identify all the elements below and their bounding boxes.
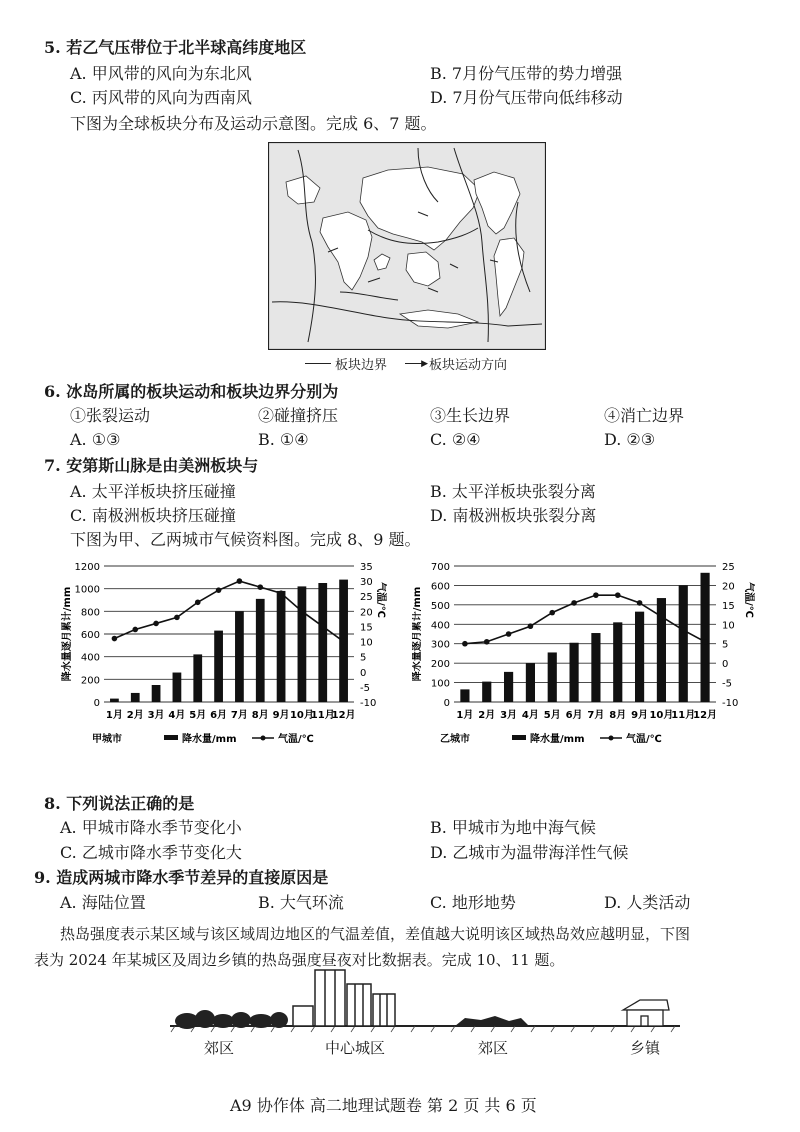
q6-option-b: B. ①④ [258,430,309,449]
legend-boundary: 板块边界 [335,358,388,373]
x-tick-label: 11月 [310,710,335,721]
temperature-point [484,639,490,645]
x-tick-label: 8月 [609,710,627,721]
precip-bar [152,685,161,702]
temperature-point [528,623,534,629]
q6-item-4: ④消亡边界 [604,406,685,425]
x-tick-label: 7月 [587,710,605,721]
q9-stem: 9. 造成两城市降水季节差异的直接原因是 [34,868,329,887]
y2-tick-label: 30 [360,577,373,589]
temperature-point [216,587,222,593]
label-town: 乡镇 [630,1039,661,1057]
page-footer: A9 协作体 高二地理试题卷 第 2 页 共 6 页 [230,1096,537,1115]
q8-option-c: C. 乙城市降水季节变化大 [60,843,242,862]
city-buildings [293,970,395,1026]
legend-temp: 气温/℃ [626,734,662,745]
x-tick-label: 3月 [500,710,518,721]
intro-8-9: 下图为甲、乙两城市气候资料图。完成 8、9 题。 [70,530,421,549]
x-tick-label: 8月 [251,710,269,721]
precip-bar [504,672,513,702]
y2-tick-label: 0 [360,667,367,679]
boundary-line-swatch [305,363,331,364]
y-axis-label: 降水量逐月累计/mm [412,586,423,682]
temperature-point [237,578,243,584]
y2-tick-label: 20 [722,581,735,593]
q6-option-c: C. ②④ [430,430,481,449]
precip-bar [679,585,688,702]
precip-bar [214,631,223,702]
q5-option-d: D. 7月份气压带向低纬移动 [430,88,623,107]
legend-city: 乙城市 [440,734,470,745]
legend-bar-swatch [164,735,178,740]
legend-temp: 气温/℃ [278,734,314,745]
y2-axis-label: 气温/℃ [375,582,386,618]
temperature-point [549,610,555,616]
y2-tick-label: -5 [360,682,370,694]
label-city-center: 中心城区 [325,1039,386,1057]
precip-bar [256,599,265,702]
y2-tick-label: 10 [722,620,735,632]
x-tick-label: 11月 [671,710,696,721]
temperature-line [465,595,705,644]
precip-bar [173,673,182,702]
legend-line-marker [261,736,266,741]
y-tick-label: 800 [80,607,100,619]
temperature-point [132,627,138,633]
y-tick-label: 0 [443,698,450,709]
x-tick-label: 12月 [331,710,356,721]
temperature-point [341,639,347,645]
x-tick-label: 3月 [147,710,165,721]
q6-item-2: ②碰撞挤压 [258,406,339,425]
map-legend [305,354,507,373]
x-tick-label: 12月 [693,710,718,721]
x-tick-label: 7月 [230,710,248,721]
precip-bar [482,682,491,702]
temperature-point [506,631,512,637]
precip-bar [635,612,644,702]
precip-bar [591,633,600,702]
q7-stem: 7. 安第斯山脉是由美洲板块与 [44,456,259,475]
arrow-icon: ▶ [405,363,425,364]
x-tick-label: 4月 [168,710,186,721]
precip-bar [193,654,202,702]
temperature-point [637,600,643,606]
q9-option-a: A. 海陆位置 [60,893,146,912]
y2-tick-label: -10 [722,698,739,709]
y2-tick-label: 10 [360,637,373,649]
climate-chart-jia [60,556,390,756]
q7-option-a: A. 太平洋板块挤压碰撞 [70,482,236,501]
y2-tick-label: 25 [360,592,373,604]
precip-bar [318,583,327,702]
y2-tick-label: 20 [360,607,373,619]
legend-direction: 板块运动方向 [429,358,508,373]
q5-option-b: B. 7月份气压带的势力增强 [430,64,623,83]
q5-option-a: A. 甲风带的风向为东北风 [70,64,252,83]
precip-bar [613,622,622,702]
x-tick-label: 6月 [565,710,583,721]
precip-bar [110,699,119,702]
y-tick-label: 500 [430,600,450,612]
y2-tick-label: 5 [722,639,729,651]
temperature-point [320,624,326,630]
q8-option-d: D. 乙城市为温带海洋性气候 [430,843,629,862]
x-tick-label: 1月 [105,710,123,721]
temperature-point [615,592,621,598]
precip-bar [700,573,709,702]
temperature-point [299,609,305,615]
q9-option-d: D. 人类活动 [604,893,691,912]
label-suburb-1: 郊区 [204,1039,235,1057]
y-tick-label: 600 [430,581,450,593]
x-tick-label: 10月 [289,710,314,721]
y-tick-label: 1000 [74,584,100,596]
temperature-point [571,600,577,606]
precip-bar [548,652,557,702]
x-tick-label: 5月 [189,710,207,721]
q7-option-b: B. 太平洋板块张裂分离 [430,482,596,501]
temperature-point [593,592,599,598]
y-tick-label: 0 [93,698,100,709]
y-tick-label: 100 [430,678,450,690]
precip-bar [298,586,307,702]
temperature-point [462,641,468,647]
precip-bar [460,689,469,702]
temperature-point [278,590,284,596]
y2-tick-label: 35 [360,562,373,573]
y-tick-label: 400 [80,652,100,664]
y-tick-label: 700 [430,562,450,573]
precip-bar [235,611,244,702]
q6-stem: 6. 冰岛所属的板块运动和板块边界分别为 [44,382,339,401]
legend-line-marker [609,736,614,741]
temperature-point [257,584,263,590]
q6-item-3: ③生长边界 [430,406,511,425]
suburb-trees-right [455,1016,529,1026]
x-tick-label: 9月 [272,710,290,721]
y2-tick-label: -5 [722,678,732,690]
temperature-point [112,636,118,642]
q7-option-d: D. 南极洲板块张裂分离 [430,506,597,525]
x-tick-label: 1月 [456,710,474,721]
q7-option-c: C. 南极洲板块挤压碰撞 [70,506,236,525]
x-tick-label: 2月 [126,710,144,721]
q5-option-c: C. 丙风带的风向为西南风 [70,88,252,107]
temperature-point [702,639,708,645]
q9-option-c: C. 地形地势 [430,893,516,912]
y-tick-label: 200 [430,659,450,671]
y2-axis-label: 气温/℃ [743,582,754,618]
y2-tick-label: -10 [360,698,377,709]
q6-option-d: D. ②③ [604,430,656,449]
town-house [623,1000,669,1026]
x-tick-label: 6月 [210,710,228,721]
temperature-point [680,627,686,633]
climate-chart-yi [412,556,760,756]
label-suburb-2: 郊区 [478,1039,509,1057]
y-tick-label: 400 [430,620,450,632]
temperature-point [153,621,159,627]
q8-stem: 8. 下列说法正确的是 [44,794,195,813]
intro-10-11-line2: 表为 2024 年某城区及周边乡镇的热岛强度昼夜对比数据表。完成 10、11 题。 [34,951,565,969]
legend-precip: 降水量/mm [182,734,237,745]
q8-option-a: A. 甲城市降水季节变化小 [60,818,242,837]
y-tick-label: 200 [80,675,100,687]
x-tick-label: 4月 [521,710,539,721]
temperature-point [174,615,180,621]
plate-map [268,142,546,350]
y2-tick-label: 15 [722,600,735,612]
precip-bar [131,693,140,702]
q6-option-a: A. ①③ [70,430,121,449]
temperature-point [659,614,665,620]
y2-tick-label: 5 [360,652,367,664]
precip-bar [526,663,535,702]
y-tick-label: 300 [430,639,450,651]
legend-city: 甲城市 [92,734,122,745]
y2-tick-label: 25 [722,562,735,573]
q8-option-b: B. 甲城市为地中海气候 [430,818,596,837]
y-tick-label: 1200 [74,562,100,573]
y-tick-label: 600 [80,630,100,641]
heat-island-diagram [165,966,685,1034]
x-tick-label: 5月 [543,710,561,721]
intro-10-11-line1: 热岛强度表示某区域与该区域周边地区的气温差值，差值越大说明该区域热岛效应越明显，下图 [60,925,691,943]
q6-item-1: ①张裂运动 [70,406,151,425]
y-axis-label: 降水量逐月累计/mm [62,586,73,682]
intro-6-7: 下图为全球板块分布及运动示意图。完成 6、7 题。 [70,114,437,133]
y2-tick-label: 15 [360,622,373,634]
x-tick-label: 9月 [631,710,649,721]
legend-precip: 降水量/mm [530,734,585,745]
precip-bar [277,591,286,702]
q5-stem: 5. 若乙气压带位于北半球高纬度地区 [44,38,307,57]
x-tick-label: 10月 [649,710,674,721]
legend-bar-swatch [512,735,526,740]
temperature-point [195,599,201,605]
y2-tick-label: 0 [722,659,729,671]
x-tick-label: 2月 [478,710,496,721]
q9-option-b: B. 大气环流 [258,893,344,912]
precip-bar [569,643,578,702]
